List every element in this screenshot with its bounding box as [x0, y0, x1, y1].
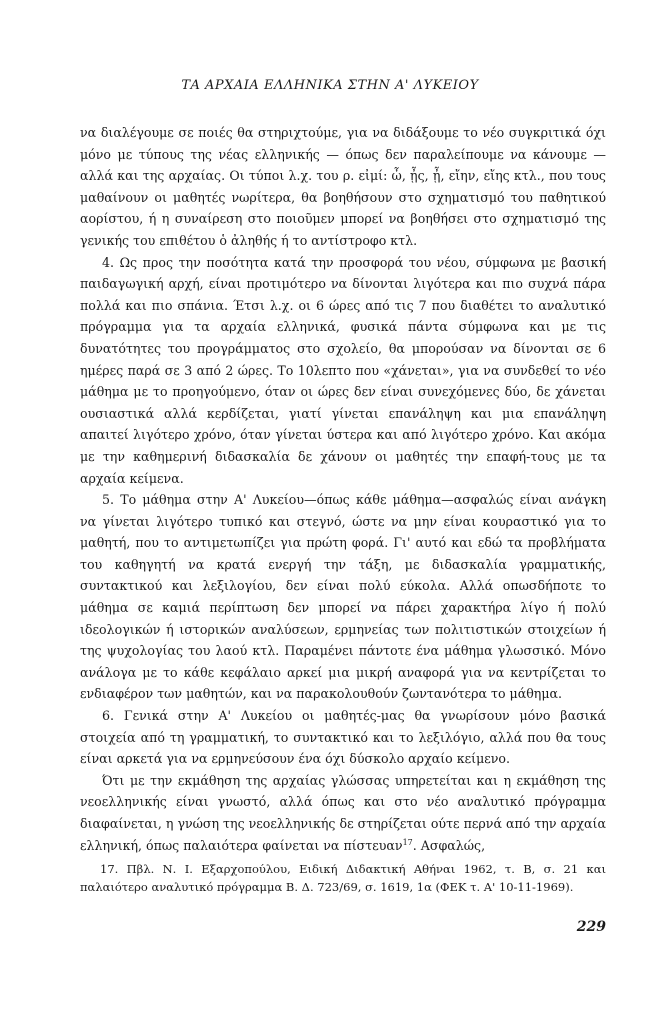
paragraph-5: 5. Το μάθημα στην Α' Λυκείου—όπως κάθε μάθημα—ασφαλώς είναι ανάγκη να γίνεται λιγότερο τυπικό και στεγνό, ώστε να μην είναι κουραστικό για το μαθητή, που το αντιμετωπίζει για πρώτη φορά. Γι' αυτό και εδώ τα προβλήματα του καθηγητή να κρατά ενεργή την τάξη, με διδασκαλία γραμματικής, συντακτικού και λεξιλογίου, δεν είναι πολύ εύκολα. Αλλά οπωσδήποτε το μάθημα σε καμιά περίπτωση δεν μπορεί να πάρει χαρακτήρα λίγο ή πολύ ιδεολογικών ή ιστορικών αναλύσεων, ερμηνείας των πολιτιστικών στοιχείων ή της ψυχολογίας του λαού κτλ. Παραμένει πάντοτε ένα μάθημα γλωσσικό. Μόνο ανάλογα με το κάθε κεφάλαιο αρκεί μια μικρή αναφορά για να κεντρίζεται το ενδιαφέρον των μαθητών, και να παρακολουθούν ζωντανότερα το μάθημα. — [80, 492, 606, 702]
footnote-reference[interactable]: 17 — [402, 837, 413, 847]
main-text — [80, 122, 606, 856]
paragraph-continuation: να διαλέγουμε σε ποιές θα στηριχτούμε, για να διδάξουμε το νέο συγκριτικά όχι μόνο με τύπους της νέας ελληνικής — όπως δεν παραλείπουμε να κάνουμε — αλλά και της αρχαίας. Οι τύποι λ.χ. του ρ. εἰμί: ὦ, ᾖς, ᾖ, εἴην, εἴης κτλ., που τους μαθαίνουν οι μαθητές νωρίτερα, θα βοηθήσουν στο σχηματισμό του παθητικού αορίστου, ή η συναίρεση στο ποιοῦμεν μπορεί να βοηθήσει στο σχηματισμό της γενικής του επιθέτου ὁ ἀληθής ή το αντίστροφο κτλ. — [80, 125, 606, 248]
page-number: 229 — [576, 919, 606, 935]
running-header: ΤΑ ΑΡΧΑΙΑ ΕΛΛΗΝΙΚΑ ΣΤΗΝ Α' ΛΥΚΕΙΟΥ — [181, 78, 479, 93]
paragraph-final-tail: . Ασφαλώς, — [412, 837, 486, 853]
paragraph-4: 4. Ως προς την ποσότητα κατά την προσφορά του νέου, σύμφωνα με βασική παιδαγωγική αρχή, είναι προτιμότερο να δίνονται λιγότερα και πιο συχνά πάρα πολλά και πιο σπάνια. Έτσι λ.χ. οι 6 ώρες από τις 7 που διαθέτει το αναλυτικό πρόγραμμα για τα αρχαία ελληνικά, φυσικά πάντα σύμφωνα και με τις δυνατότητες του προγράμματος στο σχολείο, θα μπορούσαν να δίνονται σε 6 ημέρες παρά σε 3 από 2 ώρες. Το 10λεπτο που «χάνεται», για να συνδεθεί το νέο μάθημα με το προηγούμενο, όταν οι ώρες δεν είναι συνεχόμενες δύο, δε χάνεται ουσιαστικά αλλά κερδίζεται, γιατί γίνεται επανάληψη και μια επανάληψη απαιτεί λιγότερο χρόνο, όταν γίνεται ύστερα και από λιγότερο χρόνο. Και ακόμα με την καθημερινή διδασκαλία δε χάνουν οι μαθητές την επαφή-τους με τα αρχαία κείμενα. — [80, 254, 606, 486]
footnote-text: 17. Πβλ. Ν. Ι. Εξαρχοπούλου, Ειδική Διδακτική Αθήναι 1962, τ. Β, σ. 21 και παλαιότερο αναλυτικό πρόγραμμα Β. Δ. 723/69, σ. 1619, 1α (ΦΕΚ τ. Α' 10-11-1969). — [80, 862, 606, 894]
paragraph-6: 6. Γενικά στην Α' Λυκείου οι μαθητές-μας θα γνωρίσουν μόνο βασικά στοιχεία από τη γραμματική, το συντακτικό και το λεξιλόγιο, αλλά που θα τους είναι αρκετά για να ερμηνεύσουν ένα όχι δύσκολο αρχαίο κείμενο. — [80, 708, 606, 767]
footnote — [80, 860, 606, 896]
paragraph-final-text: Ότι με την εκμάθηση της αρχαίας γλώσσας υπηρετείται και η εκμάθηση της νεοελληνικής είναι γνωστό, αλλά όπως και στο νέο αναλυτικό πρόγραμμα διαφαίνεται, η γνώση της νεοελληνικής δε στηρίζεται ούτε περνά από την αρχαία ελληνική, όπως παλαιότερα φαίνεται να πίστευαν — [80, 772, 606, 853]
paragraph-final — [80, 770, 606, 856]
